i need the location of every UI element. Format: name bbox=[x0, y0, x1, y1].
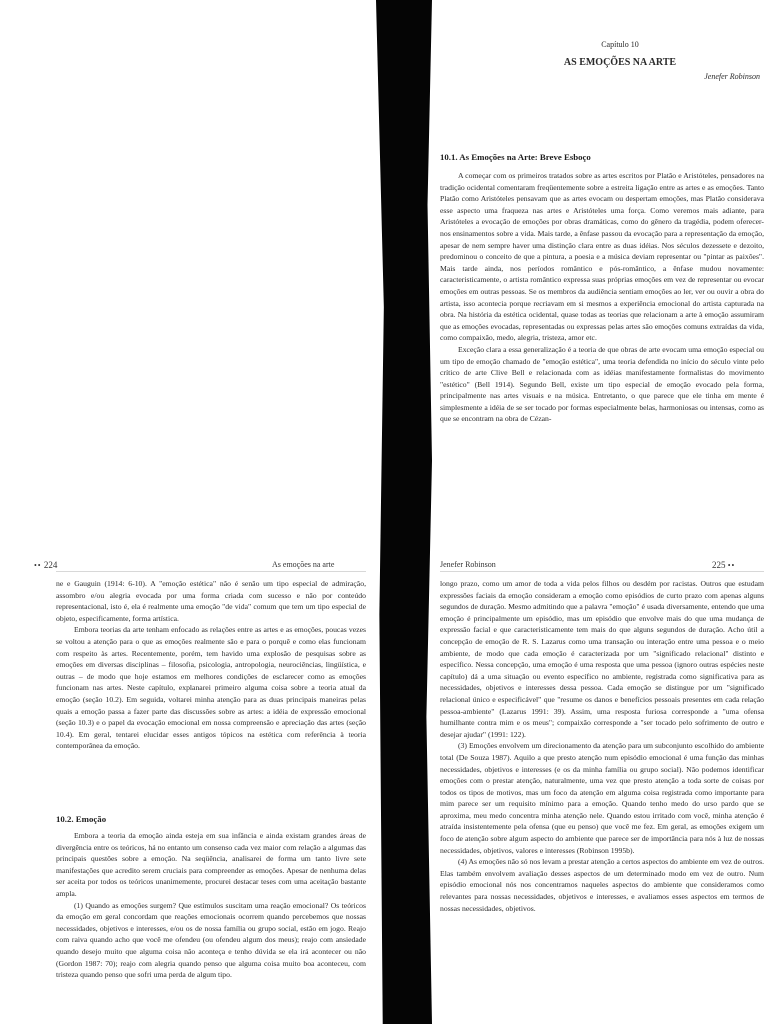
paragraph: A começar com os primeiros tratados sobre as artes escritos por Platão e Aristóteles, pensadores na tradição ocidental comentaram freqüentemente sobre a estreita ligação entre as artes e as emoções. Tanto Platão como Aristóteles pensavam que as artes evocam ou despertam emoções, mas Platão considerava esse aspecto uma fraqueza nas artes e Aristóteles uma força. Como veremos mais adiante, para Aristóteles a evocação de emoções por obras dramáticas, como do gênero da tragédia, podem oferecer-nos ensinamentos sobre a vida. Mais tarde, a ênfase passou da evocação para a representação da emoção, apesar de nem sempre haver uma distinção clara entre as duas idéias. Nos séculos dezessete e dezoito, predominou o conceito de que a pintura, a poesia e a música deviam representar ou "pintar as paixões". Mais tarde ainda, nos períodos romântico e pós-romântico, a ênfase mudou novamente: caracteristicamente, o artista romântico expressa suas próprias emoções em vez de representar ou evocar emoções em outras pessoas. Se os membros da audiência sentiam emoções ao ler, ver ou ouvir a obra do artista, isso acontecia porque recriavam em si mesmos a experiência emocional do artista capturada na obra. Na história da estética ocidental, quase todas as teorias que relacionam a arte à emoção assumiram que as emoções evocadas, representadas ou expressas pelas artes são emoções comuns extraídas da vida, como compaixão, medo, alegria, tristeza, amor etc. bbox=[440, 171, 764, 343]
running-head-left: As emoções na arte bbox=[272, 560, 335, 569]
page-number-225: 225 •• bbox=[712, 560, 736, 570]
paragraph: Exceção clara a essa generalização é a teoria de que obras de arte evocam uma emoção especial ou um tipo de emoção chamado de "emoção estética", uma teoria defendida no início do século vinte pelo crítico de arte Clive Bell e relacionada com as idéias manifestamente formalistas do movimento "estético" (Bell 1914). Segundo Bell, existe um tipo especial de emoção evocado pela forma, principalmente nas artes visuais e na música. Entretanto, o que parece que ele tinha em mente é simplesmente a idéia de se ser tocado por formas especialmente belas, harmoniosas ou intensas, como as que se encontram na obra de Cézan- bbox=[440, 344, 764, 424]
paragraph: Embora a teoria da emoção ainda esteja em sua infância e ainda existam grandes áreas de divergência entre os teóricos, há no entanto um consenso cada vez maior com relação a algumas das principais questões sobre a emoção. Na seqüência, analisarei de forma um tanto livre sete manifestações que acredito serem cruciais para compreender as emoções. Apesar de nenhuma delas ser aceita por todos os teóricos unanimemente, procurei destacar teses com uma aceitação bastante ampla. bbox=[56, 831, 366, 898]
paragraph: (1) Quando as emoções surgem? Que estímulos suscitam uma reação emocional? Os teóricos da emoção em geral concordam que reações emocionais ocorrem quando percebemos que nossas necessidades, objetivos e interesses, e/ou os de nossa família ou grupo social, estão em jogo. Reajo com raiva quando acho que você me ofendeu (ou ofendeu algum dos meus); reajo com ansiedade quando desejo muito que alguma coisa não aconteça e tenho dúvida se ela irá acontecer ou não (Gordon 1987: 70); reajo com alegria quando penso que alguma coisa muito boa aconteceu, com tristeza quando penso que sofri uma perda de algum tipo. bbox=[56, 900, 366, 980]
page-number-224: •• 224 bbox=[34, 560, 58, 570]
section-2-body bbox=[56, 830, 366, 1030]
page-225-body bbox=[440, 578, 764, 1024]
paragraph: (4) As emoções não só nos levam a prestar atenção a certos aspectos do ambiente em vez de outros. Elas também envolvem avaliação desses aspectos de um determinado modo em vez de outro. Num episódio emocional nós nos concentramos naqueles aspectos do ambiente que consideramos como relevantes para nossas necessidades, objetivos e interesses, e avaliamos esses aspectos em termos de nossas necessidades, objetivos. bbox=[440, 857, 764, 913]
page-224-body bbox=[56, 578, 366, 806]
section-heading-10-1: 10.1. As Emoções na Arte: Breve Esboço bbox=[440, 152, 591, 162]
book-spine-shadow bbox=[376, 0, 432, 1024]
header-rule-right bbox=[440, 571, 764, 572]
chapter-author: Jenefer Robinson bbox=[704, 72, 760, 81]
paragraph: Embora teorias da arte tenham enfocado as relações entre as artes e as emoções, poucas vezes se voltou a atenção para o que as emoções realmente são e para o porquê e como elas funcionam com respeito às artes. Recentemente, porém, tem havido uma explosão de pesquisas sobre as emoções em diversas disciplinas – filosofia, psicologia, antropologia, neurociências, lingüística, e outras – de modo que hoje estamos em melhores condições de esclarecer como as emoções funcionam nas artes. Neste capítulo, explanarei primeiro alguma coisa sobre a teoria atual da emoção (seção 10.2). Em seguida, voltarei minha atenção para as duas principais maneiras pelas quais a emoção passa a fazer parte das discussões sobre as artes: a idéia de expressão emocional (seção 10.3) e o papel da evocação emocional em nossa compreensão e apreciação das artes (seção 10.4). Em geral, tentarei elucidar esses antigos tópicos na estética com referência à teoria contemporânea da emoção. bbox=[56, 625, 366, 751]
running-head-right: Jenefer Robinson bbox=[440, 560, 496, 569]
section-1-body bbox=[440, 170, 764, 535]
section-heading-10-2: 10.2. Emoção bbox=[56, 814, 107, 824]
chapter-header bbox=[440, 40, 760, 81]
paragraph: longo prazo, como um amor de toda a vida pelos filhos ou desdém por racistas. Outros que estudam expressões faciais da emoção consideram a emoção como episódios de curto prazo com apenas alguns segundos de duração. Mesmo admitindo que a palavra "emoção" é usada diversamente, entendo que uma emoção é principalmente um episódio, mas um episódio que envolve mais do que uma mudança de expressão facial e que caracteristicamente tem mais do que alguns segundos de duração. Acho útil a concepção de emoção de R. S. Lazarus como uma transação ou interação entre uma pessoa e o meio ambiente, de modo que cada emoção é caracterizada por um "significado relacional" distinto e específico. Nessa concepção, uma emoção é uma resposta que uma pessoa (ignoro outras espécies neste capítulo) dá a uma situação ou evento específico no ambiente, registrada como significativa para as necessidades, objetivos e interesses dessa pessoa. Cada emoção se distingue por um "significado relacional único e especificável" que "resume os danos e benefícios pessoais presentes em cada relação pessoa-ambiente" (Lazarus 1991: 39). Assim, uma resposta furiosa corresponde a "uma ofensa humilhante contra mim e os meus"; compaixão corresponde a "ser tocado pelo sofrimento de outro e desejar ajudar" (1991: 122). bbox=[440, 579, 764, 739]
paragraph: (3) Emoções envolvem um direcionamento da atenção para um subconjunto escolhido do ambiente total (De Souza 1987). Aquilo a que presto atenção num episódio emocional é uma função das minhas necessidades, objetivos e interesses (e os da minha família ou grupo social). Não podemos identificar emoções com o prestar atenção, naturalmente, uma vez que presto atenção a toda sorte de coisas por todos os tipos de motivos, mas um foco da atenção em alguma coisa registrada como importante para mim parece ser um requisito mínimo para a emoção. Quando tenho medo do urso pardo que se aproxima, meu medo concentra minha atenção nele. Quando estou irritado com você, minha atenção é atraída insistentemente pela ofensa (que eu penso) que você me fez. Em geral, as emoções exigem um foco de atenção sobre algum aspecto do ambiente que parece ser de importância para nós à luz de nossas necessidades, objetivos, valores e interesses (Robinson 1995b). bbox=[440, 741, 764, 855]
chapter-label: Capítulo 10 bbox=[601, 40, 639, 49]
paragraph: ne e Gauguin (1914: 6-10). A "emoção estética" não é senão um tipo especial de admiração, assombro e/ou alegria evocada por uma forma criada com sucesso e não por conteúdo representacional, isto é, ela é realmente uma emoção "de vida" comum que tem um tipo especial de objeto, especificamente, forma artística. bbox=[56, 579, 366, 623]
chapter-title: AS EMOÇÕES NA ARTE bbox=[563, 57, 677, 68]
header-rule-left bbox=[56, 571, 366, 572]
